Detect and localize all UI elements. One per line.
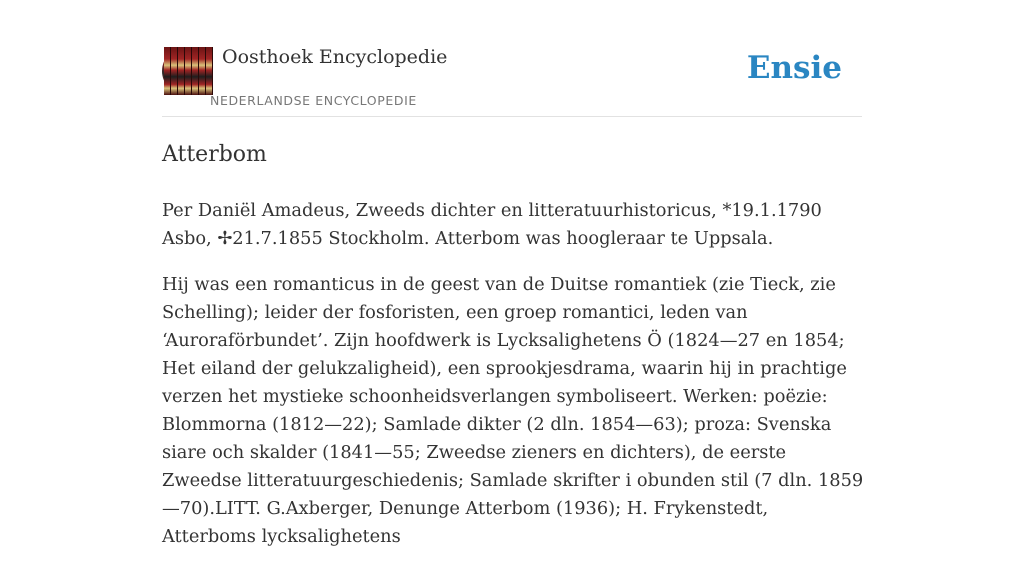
article-title: Atterbom	[162, 142, 267, 167]
article-paragraph-1: Per Daniël Amadeus, Zweeds dichter en litteratuurhistoricus, *19.1.1790 Asbo, ✢21.7.1855 Stockholm. Atterbom was hoogleraar te Uppsala.	[162, 200, 822, 249]
article	[162, 140, 864, 569]
site-title[interactable]: Oosthoek Encyclopedie	[222, 46, 448, 68]
site-header	[162, 0, 862, 117]
site-subtitle: NEDERLANDSE ENCYCLOPEDIE	[210, 93, 417, 108]
article-paragraph-2: Hij was een romanticus in de geest van de Duitse romantiek (zie Tieck, zie Schelling); leider der fosforisten, een groep romantici, leden van ‘Auroraförbundet’. Zijn hoofdwerk is Lycksalighetens Ö (1824—27 en 1854; Het eiland der gelukzaligheid), een sprookjesdrama, waarin hij in prachtige verzen het mystieke schoonheidsverlangen symboliseert. Werken: poëzie: Blommorna (1812—22); Samlade dikter (2 dln. 1854—63); proza: Svenska siare och skalder (1841—55; Zweedse zieners en dichters), de eerste Zweedse litteratuurgeschiedenis; Samlade skrifter i obunden stil (7 dln. 1859—70).LITT. G.Axberger, Denunge Atterbom (1936); H. Frykenstedt, Atterboms lycksalighetens	[162, 274, 864, 547]
brand-link[interactable]: Ensie	[746, 50, 842, 86]
site-logo[interactable]	[162, 47, 210, 95]
